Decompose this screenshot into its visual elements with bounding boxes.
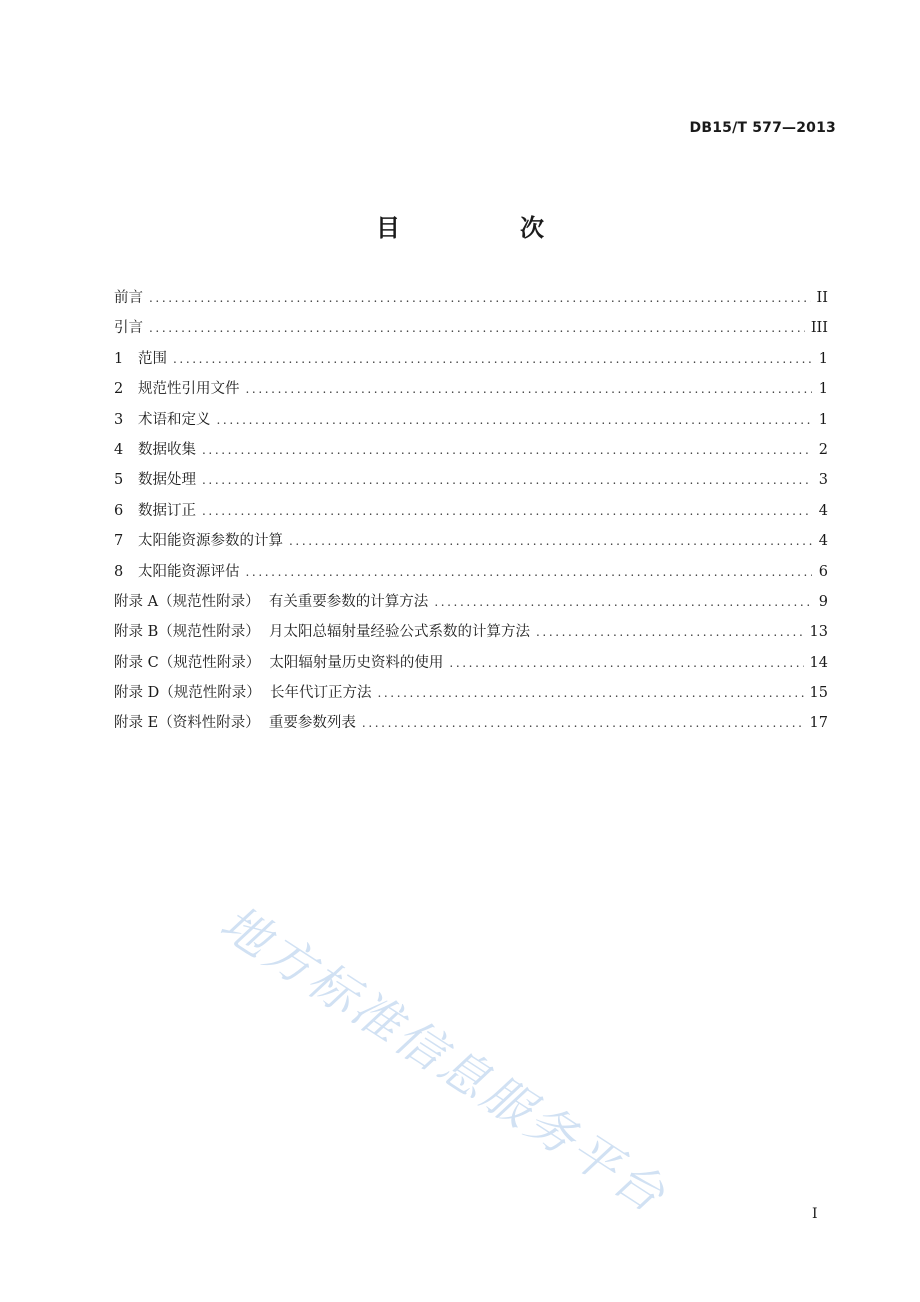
toc-entry-appendix-prefix: 附录 E（资料性附录）	[114, 715, 269, 732]
toc-entry-label: 引言	[114, 320, 143, 337]
toc-entry-page: 3	[818, 472, 828, 489]
toc-entry-label: 数据订正	[138, 502, 196, 519]
toc-entry-page: 17	[809, 715, 828, 732]
toc-entry-appendix-prefix: 附录 B（规范性附录）	[114, 624, 269, 641]
toc-entry-number: 8	[114, 563, 124, 580]
page-title: 目 次	[376, 214, 592, 242]
watermark: 地方标准信息服务平台	[210, 894, 677, 1225]
toc-entry-page: 2	[818, 441, 828, 458]
toc-entry-label: 术语和定义	[138, 411, 211, 428]
toc-leader-dots	[362, 708, 804, 738]
toc-entry-label: 有关重要参数的计算方法	[268, 593, 429, 610]
toc-leader-dots	[202, 496, 812, 526]
toc-entry-page: 14	[809, 654, 828, 671]
toc-leader-dots	[246, 557, 813, 587]
toc-entry-label: 规范性引用文件	[138, 381, 240, 398]
toc-entry[interactable]	[114, 617, 828, 647]
toc-entry-label: 月太阳总辐射量经验公式系数的计算方法	[268, 624, 530, 641]
toc-entry[interactable]	[114, 374, 828, 404]
toc-entry-page: II	[816, 290, 828, 306]
toc-entry-label: 长年代订正方法	[269, 685, 372, 702]
toc-entry-page: III	[810, 320, 828, 337]
toc-leader-dots	[202, 465, 812, 495]
toc-entry-number: 7	[114, 533, 124, 550]
toc-entry[interactable]	[114, 557, 828, 587]
toc-leader-dots	[173, 344, 812, 374]
toc-entry-page: 4	[818, 502, 828, 519]
toc-leader-dots	[246, 374, 813, 404]
toc-entry[interactable]	[114, 405, 828, 435]
toc-leader-dots	[434, 587, 812, 617]
toc-leader-dots	[289, 526, 812, 556]
toc-entry[interactable]	[114, 344, 828, 374]
toc-entry-number: 1	[114, 350, 124, 367]
toc-entry-number: 6	[114, 502, 124, 519]
toc-entry[interactable]	[114, 465, 828, 495]
toc-entry[interactable]	[114, 496, 828, 526]
toc-entry-page: 13	[809, 624, 828, 641]
toc-entry-label: 重要参数列表	[268, 715, 356, 732]
toc-entry-page: 1	[818, 350, 828, 367]
toc-entry[interactable]	[114, 587, 828, 617]
toc-entry-label: 数据收集	[138, 441, 196, 458]
toc-entry-number: 4	[114, 441, 124, 458]
toc-leader-dots	[449, 648, 803, 678]
toc-entry-appendix-prefix: 附录 D（规范性附录）	[114, 685, 270, 702]
toc-entry[interactable]	[114, 648, 828, 678]
toc-entry-appendix-prefix: 附录 C（规范性附录）	[114, 654, 270, 671]
toc-entry-label: 太阳辐射量历史资料的使用	[269, 654, 444, 671]
toc-leader-dots	[217, 405, 813, 435]
toc-entry[interactable]	[114, 313, 828, 343]
standard-code: DB15/T 577—2013	[689, 120, 836, 136]
toc-entry-label: 前言	[114, 290, 143, 306]
page-number: I	[812, 1206, 818, 1222]
toc-entry-appendix-prefix: 附录 A（规范性附录）	[114, 593, 269, 610]
toc-entry-number: 3	[114, 411, 124, 428]
toc-entry-label: 太阳能资源评估	[138, 563, 240, 580]
table-of-contents	[114, 283, 828, 739]
toc-entry[interactable]	[114, 678, 828, 708]
toc-entry-page: 6	[818, 563, 828, 580]
toc-entry-page: 1	[818, 381, 828, 398]
toc-entry[interactable]	[114, 708, 828, 738]
toc-leader-dots	[202, 435, 812, 465]
toc-entry-page: 9	[818, 593, 828, 610]
toc-entry-label: 太阳能资源参数的计算	[138, 533, 283, 550]
toc-entry-label: 范围	[138, 350, 167, 367]
toc-entry-number: 5	[114, 472, 124, 489]
toc-leader-dots	[149, 283, 811, 313]
toc-entry-page: 4	[818, 533, 828, 550]
toc-entry-page: 1	[818, 411, 828, 428]
toc-entry-page: 15	[809, 685, 828, 702]
toc-entry-label: 数据处理	[138, 472, 196, 489]
toc-entry[interactable]	[114, 283, 828, 313]
toc-leader-dots	[536, 617, 804, 647]
toc-leader-dots	[377, 678, 803, 708]
toc-entry-number: 2	[114, 381, 124, 398]
toc-leader-dots	[149, 313, 805, 343]
toc-entry[interactable]	[114, 435, 828, 465]
toc-entry[interactable]	[114, 526, 828, 556]
